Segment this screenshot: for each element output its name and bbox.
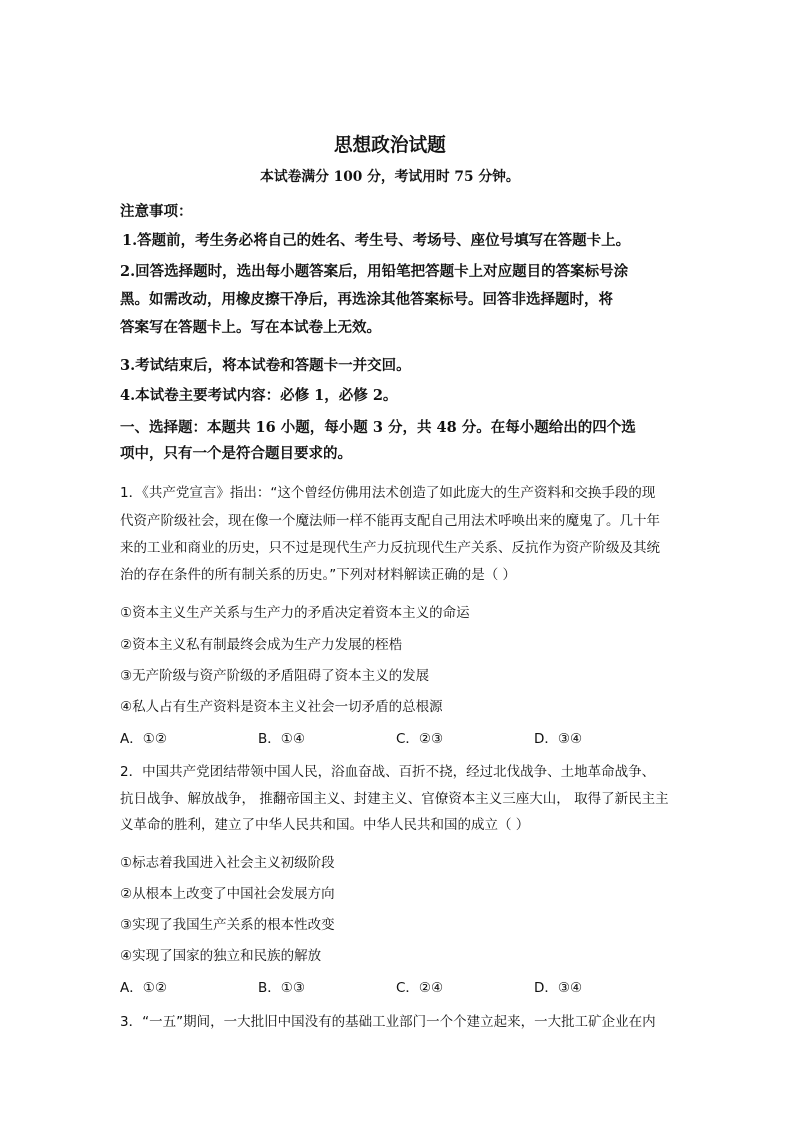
page-title: 思想政治试题	[333, 134, 446, 156]
q1-stem-line-3: 来的工业和商业的历史，只不过是现代生产力反抗现代生产关系、反抗作为资产阶级及其统	[120, 540, 660, 556]
q2-statement-3: ③实现了我国生产关系的根本性改变	[120, 917, 335, 933]
note-item-2-line-2: 黑。如需改动，用橡皮擦干净后，再选涂其他答案标号。回答非选择题时，将	[120, 291, 613, 308]
q1-statement-1: ①资本主义生产关系与生产力的矛盾决定着资本主义的命运	[120, 605, 470, 621]
q2-statement-1: ①标志着我国进入社会主义初级阶段	[120, 855, 335, 871]
q2-option-b: B．①③	[258, 980, 305, 996]
q2-statement-4: ④实现了国家的独立和民族的解放	[120, 948, 322, 964]
note-item-4: 4.本试卷主要考试内容：必修 1，必修 2。	[120, 387, 398, 404]
notes-heading: 注意事项：	[120, 203, 193, 220]
note-item-2-line-3: 答案写在答题卡上。写在本试卷上无效。	[120, 319, 381, 336]
section-heading-line-1: 一、选择题：本题共 16 小题，每小题 3 分，共 48 分。在每小题给出的四个选	[120, 419, 636, 436]
note-item-3: 3.考试结束后，将本试卷和答题卡一并交回。	[120, 357, 411, 374]
q1-stem-line-4: 治的存在条件的所有制关系的历史。”下列对材料解读正确的是（ ）	[120, 567, 517, 583]
q2-option-a: A．①②	[120, 980, 167, 996]
section-heading-line-2: 项中，只有一个是符合题目要求的。	[120, 445, 352, 462]
q1-statement-2: ②资本主义私有制最终会成为生产力发展的桎梏	[120, 637, 403, 653]
q2-statement-2: ②从根本上改变了中国社会发展方向	[120, 886, 335, 902]
note-item-2-line-1: 2.回答选择题时，选出每小题答案后，用铅笔把答题卡上对应题目的答案标号涂	[120, 263, 629, 280]
q1-statement-4: ④私人占有生产资料是资本主义社会一切矛盾的总根源	[120, 699, 443, 715]
q1-option-a: A．①②	[120, 731, 167, 747]
q1-stem-line-2: 代资产阶级社会，现在像一个魔法师一样不能再支配自己用法术呼唤出来的魔鬼了。几十年	[120, 513, 660, 529]
q2-stem-line-3: 义革命的胜利，建立了中华人民共和国。中华人民共和国的成立（ ）	[120, 817, 530, 833]
q3-stem-line-1: 3．“一五”期间，一大批旧中国没有的基础工业部门一个个建立起来，一大批工矿企业在内	[120, 1014, 656, 1030]
q2-stem-line-1: 2．中国共产党团结带领中国人民，浴血奋战、百折不挠，经过北伐战争、土地革命战争、	[120, 764, 656, 780]
q1-option-d: D．③④	[534, 731, 583, 747]
q2-option-d: D．③④	[534, 980, 583, 996]
exam-info: 本试卷满分 100 分，考试用时 75 分钟。	[260, 169, 520, 185]
q1-stem-line-1: 1．《共产党宣言》指出：“这个曾经仿佛用法术创造了如此庞大的生产资料和交换手段的现	[120, 485, 656, 501]
q1-option-b: B．①④	[258, 731, 305, 747]
note-item-1: 1.答题前，考生务必将自己的姓名、考生号、考场号、座位号填写在答题卡上。	[122, 232, 631, 249]
q2-option-c: C．②④	[396, 980, 444, 996]
q2-stem-line-2: 抗日战争、解放战争， 推翻帝国主义、封建主义、官僚资本主义三座大山， 取得了新民主主	[120, 791, 669, 807]
q1-statement-3: ③无产阶级与资产阶级的矛盾阻碍了资本主义的发展	[120, 668, 430, 684]
q1-option-c: C．②③	[396, 731, 444, 747]
